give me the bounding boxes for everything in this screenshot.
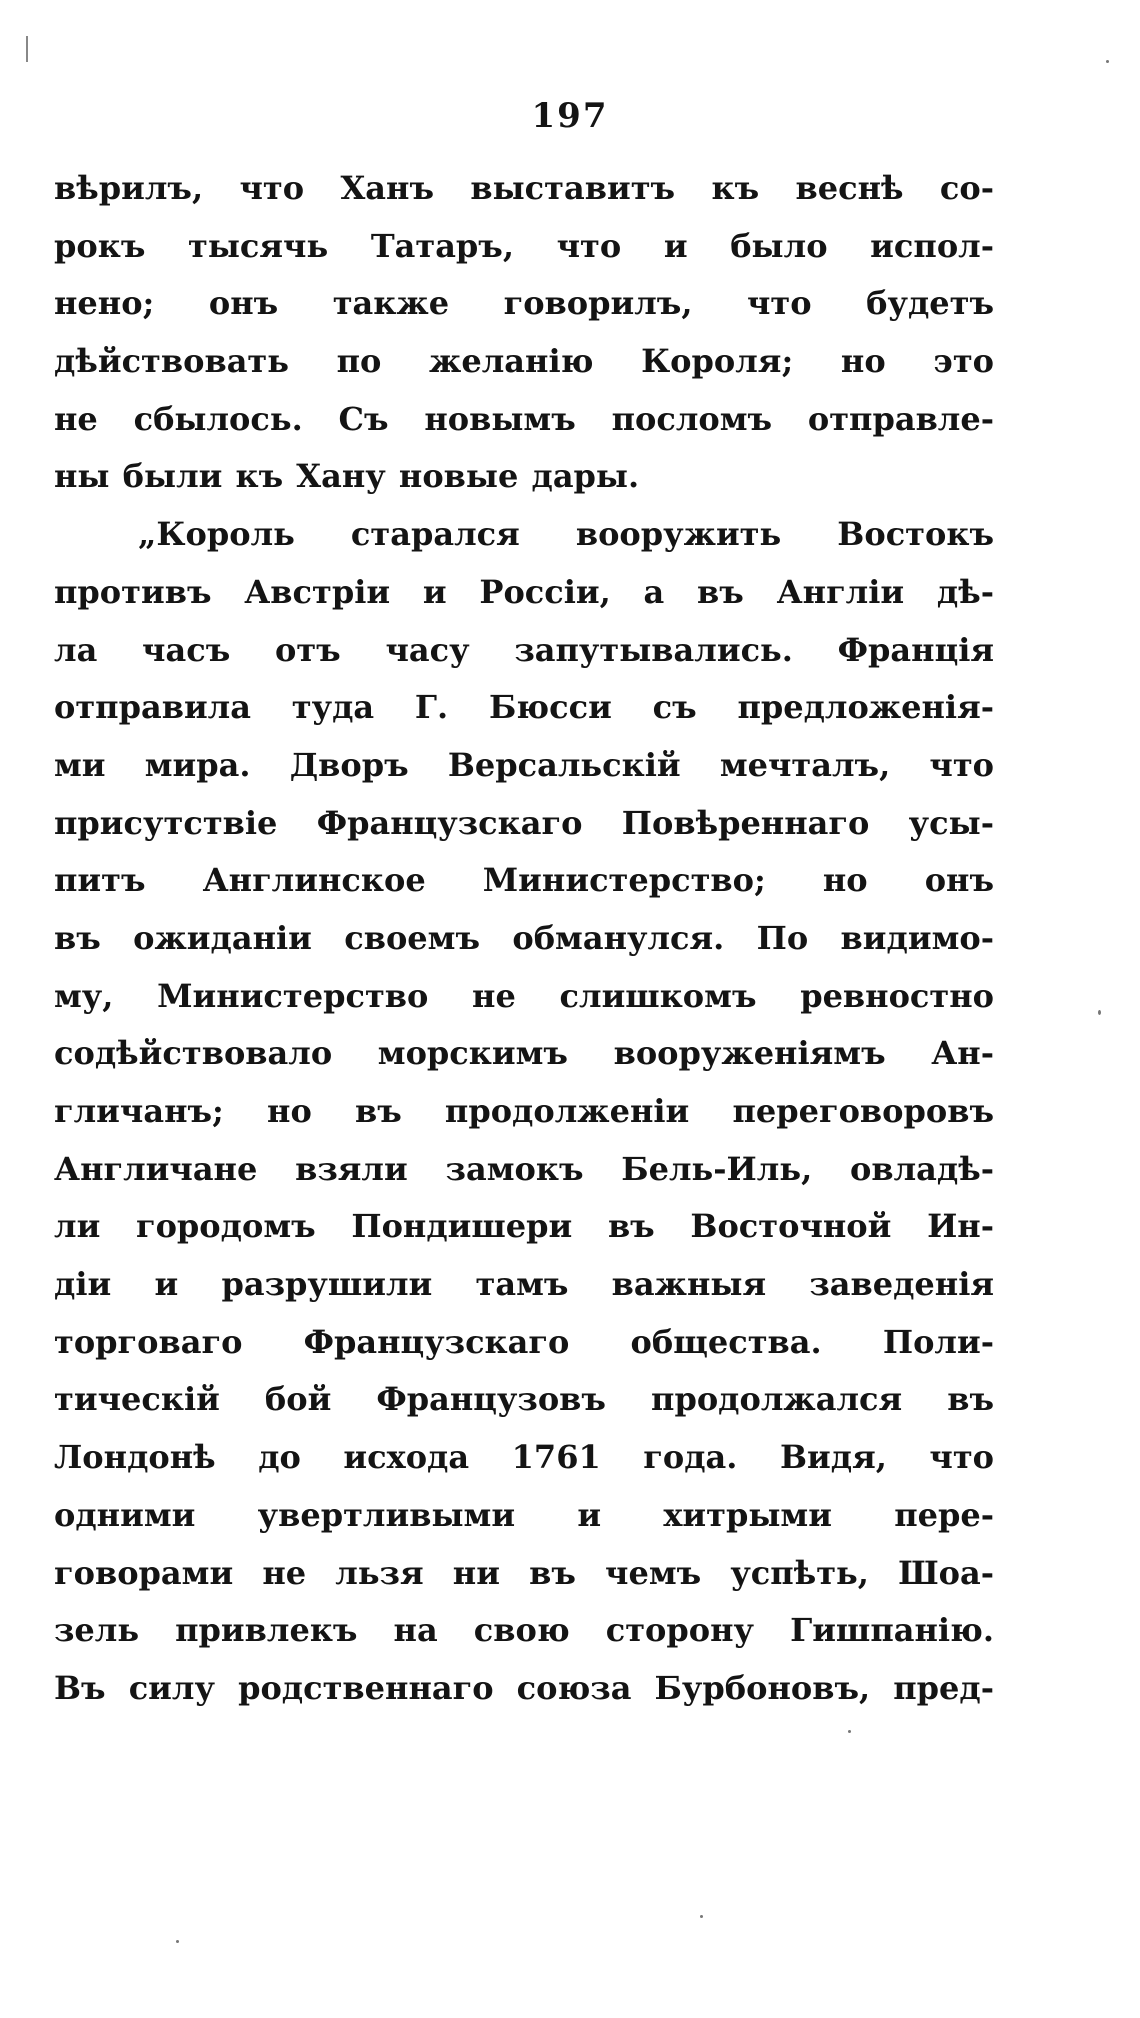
scan-speck [700,1915,703,1918]
text-line: содѣйствовало морскимъ вооруженіямъ Ан- [54,1034,994,1073]
scan-speck [848,1730,851,1733]
text-line: присутствіе Французскаго Повѣреннаго усы- [54,803,994,842]
text-line: ми мира. Дворъ Версальскій мечталъ, что [54,745,994,784]
text-line: Лондонѣ до исхода 1761 года. Видя, что [54,1438,994,1477]
text-line: тическій бой Французовъ продолжался въ [54,1380,994,1419]
text-line: говорами не льзя ни въ чемъ успѣть, Шоа- [54,1553,994,1592]
body-text [54,160,994,1718]
text-line: рокъ тысячь Татаръ, что и было испол- [54,226,994,265]
scan-speck [176,1940,179,1943]
text-line: му, Министерство не слишкомъ ревностно [54,976,994,1015]
text-line: діи и разрушили тамъ важныя заведенія [54,1265,994,1304]
text-line: вѣрилъ, что Ханъ выставитъ къ веснѣ со- [54,169,994,207]
page-number: 197 [531,96,609,136]
text-line: одними увертливыми и хитрыми пере- [54,1495,994,1534]
text-line: зель привлекъ на свою сторону Гишпанію. [54,1611,994,1650]
text-line: „Король старался вооружить Востокъ [138,515,994,554]
text-line: гличанъ; но въ продолженіи переговоровъ [54,1092,994,1130]
scan-speck [1106,60,1109,63]
text-line: торговаго Французскаго общества. Поли- [54,1322,994,1361]
text-line: питъ Англинское Министерство; но онъ [54,861,994,900]
scan-edge-mark [26,36,28,62]
text-line: дѣйствовать по желанію Короля; но это [54,342,994,381]
text-line: Въ силу родственнаго союза Бурбоновъ, пред- [54,1668,994,1707]
scan-speck [1098,1010,1101,1015]
text-line: ли городомъ Пондишери въ Восточной Ин- [54,1207,994,1246]
text-line: ла часъ отъ часу запутывались. Франція [54,630,994,669]
text-line: Англичане взяли замокъ Бель-Иль, овладѣ- [54,1149,994,1188]
text-line: въ ожиданіи своемъ обманулся. По видимо- [54,918,994,957]
text-line: отправила туда Г. Бюсси съ предложенія- [54,688,994,727]
text-line: ны были къ Хану новые дары. [54,457,640,496]
text-line: противъ Австріи и Россіи, а въ Англіи дѣ- [54,572,994,611]
text-line: нено; онъ также говорилъ, что будетъ [54,284,994,323]
text-line: не сбылось. Съ новымъ посломъ отправле- [54,399,994,438]
